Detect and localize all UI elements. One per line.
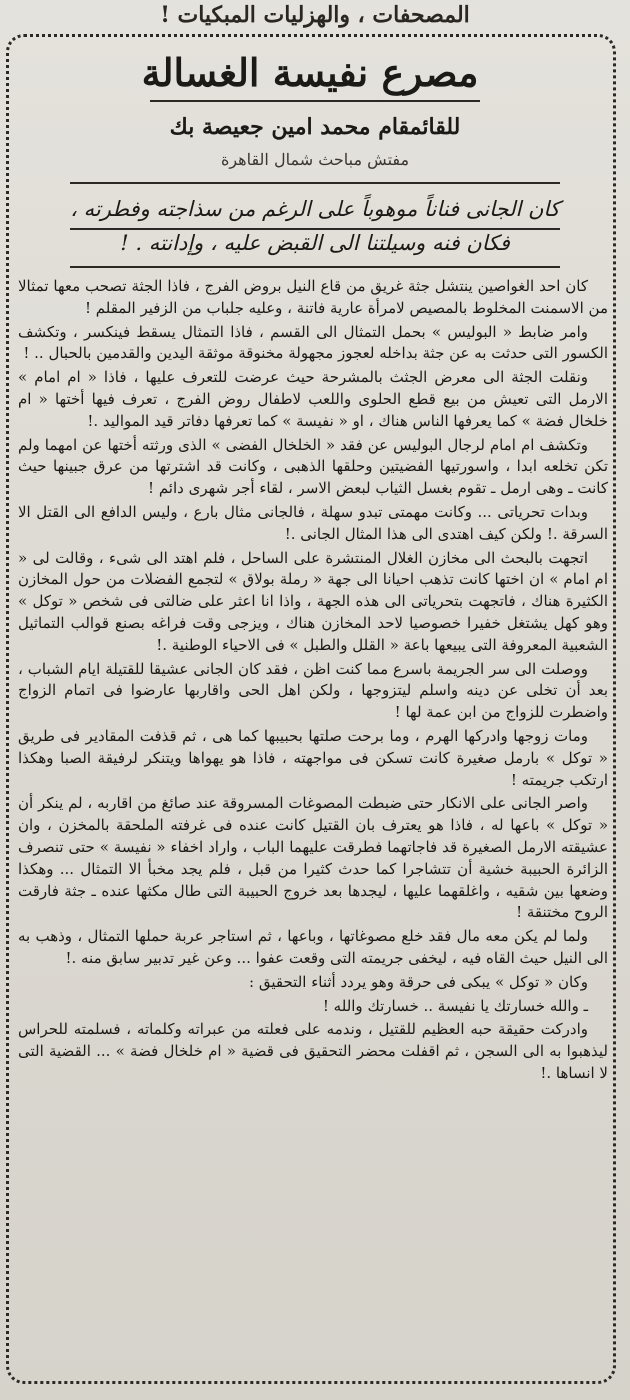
article-headline: مصرع نفيسة الغسالة (141, 50, 479, 95)
body-paragraph: واصر الجانى على الانكار حتى ضبطت المصوغات المسروقة عند صائغ من اقاربه ، لم ينكر أن « توكل » باعها له ، فاذا هو يعترف بان القتيل كانت عنده فى غرفته الملحقة بالمخزن ، وان عشيقته الارمل الصغيرة قد فاجاتهما فطرقت عليهما الباب ، واراد اخفاء « نفيسة » حتى تنصرف الزائرة الحبيبة خشية أن تتشاجرا كما حدث كثيرا من قبل ، فلم يجد مخبأ الا التمثال ... وهكذا وضعها بين شقيه ، واغلقهما عليها ، ليجدها بعد خروج الحبيبة التى طال مكثها عنده ـ جثة فارقت الروح مختنقة ! (18, 794, 608, 922)
article-byline: للقائمقام محمد امين جعيصة بك (169, 114, 461, 140)
body-paragraph: وبدات تحرياتى ... وكانت مهمتى تبدو سهلة ، فالجانى مثال بارع ، وليس الدافع الى القتل الا السرقة .! ولكن كيف اهتدى الى هذا المثال الجانى .! (18, 502, 608, 543)
body-paragraph: وتكشف ام امام لرجال البوليس عن فقد « الخلخال الفضى » الذى ورثته أختها عن امهما ولم تكن تخلعه ابدا ، واسورتيها الفضيتين وحلقها الذهبى ، وكانت قد اشترتها من عرق جبينها حيث كانت ـ وهى ارمل ـ تقوم بغسل الثياب لبعض الاسر ، لقاء أجر شهرى دائم ! (18, 435, 608, 498)
body-paragraph: ومات زوجها وادركها الهرم ، وما برحت صلتها بحبيبها كما هى ، ثم قذفت المقادير فى طريق « توكل » بارمل صغيرة كانت تسكن فى مواجهته ، فاذا هو يهواها ويتنكر لرفيقة الصبا وهكذا ارتكب جريمته ! (18, 726, 608, 789)
body-paragraph: كان احد الغواصين ينتشل جثة غريق من قاع النيل بروض الفرج ، فاذا الجثة تصحب معها تمثالا من الاسمنت المخلوط بالمصيص لامرأة عارية فاتنة ، وعليه جلباب من الزفير المقلم ! (18, 277, 608, 317)
deck-rule-top (70, 182, 560, 184)
author-role: مفتش مباحث شمال القاهرة (220, 150, 410, 169)
article-deck (40, 192, 590, 260)
deck-rule-bottom (70, 266, 560, 268)
body-paragraph: ونقلت الجثة الى معرض الجثث بالمشرحة حيث عرضت للتعرف عليها ، فاذا « ام امام » الارمل التى تعيش من بيع قطع الحلوى واللعب لاطفال روض الفرج ، تعرف فيها أختها « ام خلخال فضة » كما يعرفها الناس هناك ، او « نفيسة » كما تعرفها دفاتر قيد المواليد .! (18, 368, 608, 430)
previous-article-fragment: المصحفات ، والهزليات المبكيات ! (160, 2, 470, 28)
deck-line: فكان فنه وسيلتنا الى القبض عليه ، وإدانته . ! (120, 231, 510, 255)
headline-underline (150, 100, 480, 102)
body-paragraph: وامر ضابط « البوليس » بحمل التمثال الى القسم ، فاذا التمثال يسقط فينكسر ، وتكشف الكسور التى حدثت به عن جثة بداخله لعجوز مجهولة مخنوقة موثقة اليدين والقدمين بالحبال .. ! (18, 322, 608, 363)
deck-line: كان الجانى فناناً موهوباً على الرغم من سذاجته وفطرته ، (70, 197, 560, 221)
body-paragraph: ـ والله خسارتك يا نفيسة .. خسارتك والله ! (322, 996, 588, 1015)
body-paragraph: ولما لم يكن معه مال فقد خلع مصوغاتها ، وباعها ، ثم استاجر عربة حملها التمثال ، وذهب به الى النيل حيث القاه فيه ، ليخفى جريمته التى وقعت عفوا ... وعن غير تدبير سابق منه .! (18, 927, 608, 967)
deck-rule-middle (70, 228, 560, 230)
body-paragraph: وادركت حقيقة حبه العظيم للقتيل ، وندمه على فعلته من عبراته وكلماته ، فسلمته للحراس ليذهبوا به الى السجن ، ثم اقفلت محضر التحقيق فى قضية « ام خلخال فضة » ... القضية التى لا انساها .! (18, 1020, 608, 1082)
article-body (18, 276, 608, 1374)
body-paragraph: اتجهت بالبحث الى مخازن الغلال المنتشرة على الساحل ، فلم اهتد الى شىء ، وقالت لى « ام امام » ان اختها كانت تذهب احيانا الى جهة « رملة بولاق » لتجمع الفضلات من حول المخازن الكثيرة هناك ، فاتجهت بتحرياتى الى هذه الجهة ، واذا انا اعثر على ضالتى فى شخص « توكل » وهو كهل يشتغل خفيرا خصوصيا لاحد المخازن هناك ، ويزجى وقت فراغه بصنع قوالب التماثيل الشعبية المعروفة التى يبيعها باعة « القلل والطبل » فى الاحياء الوطنية .! (18, 548, 608, 654)
body-paragraph: ووصلت الى سر الجريمة باسرع مما كنت اظن ، فقد كان الجانى عشيقا للقتيلة ايام الشباب ، بعد أن تخلى عن دينه واسلم ليتزوجها ، ولكن اهل الحى واقاربها عارضوا فى اتمام الزواج واضطرت للزواج من ابن عمة لها ! (18, 659, 608, 722)
body-paragraph: وكان « توكل » يبكى فى حرقة وهو يردد أثناء التحقيق : (249, 972, 588, 991)
